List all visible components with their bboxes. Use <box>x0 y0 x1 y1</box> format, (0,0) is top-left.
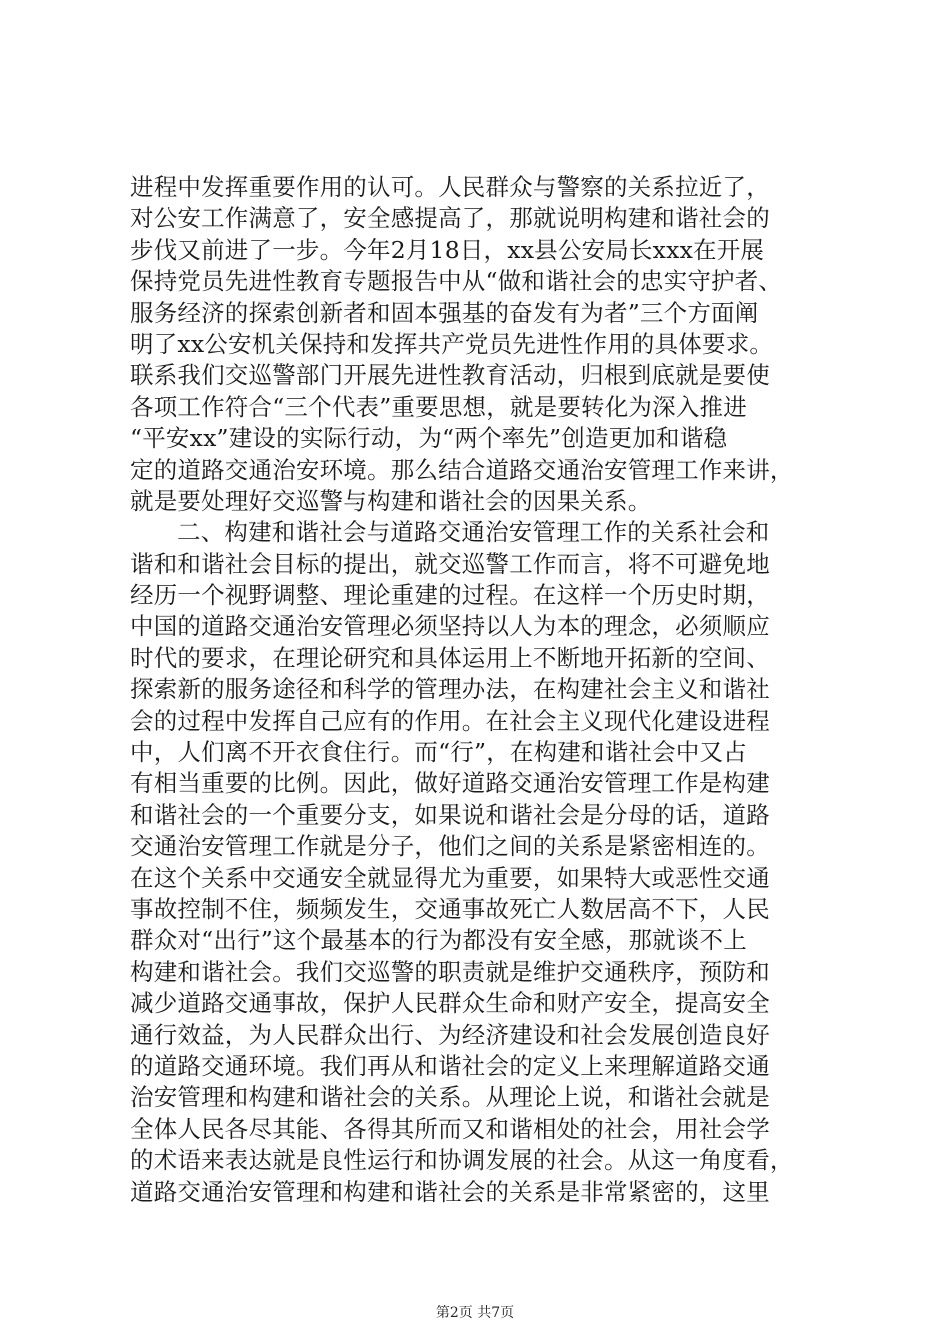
text-line: 各项工作符合“三个代表”重要思想，就是要转化为深入推进 <box>130 392 747 421</box>
text-line: 有相当重要的比例。因此，做好道路交通治安管理工作是构建 <box>130 769 770 798</box>
text-line: 通行效益，为人民群众出行、为经济建设和社会发展创造良好 <box>130 1020 770 1049</box>
text-line: 对公安工作满意了，安全感提高了，那就说明构建和谐社会的 <box>130 204 770 233</box>
text-line: 的术语来表达就是良性运行和协调发展的社会。从这一角度看， <box>130 1146 794 1175</box>
text-line: 和谐社会的一个重要分支，如果说和谐社会是分母的话，道路 <box>130 800 770 829</box>
text-line: 时代的要求，在理论研究和具体运用上不断地开拓新的空间、 <box>130 643 770 672</box>
text-line: 明了xx公安机关保持和发挥共产党员先进性作用的具体要求。 <box>130 329 774 358</box>
text-line: 定的道路交通治安环境。那么结合道路交通治安管理工作来讲， <box>130 455 794 484</box>
text-line: 联系我们交巡警部门开展先进性教育活动，归根到底就是要使 <box>130 361 770 390</box>
text-line: 全体人民各尽其能、各得其所而又和谐相处的社会，用社会学 <box>130 1114 770 1143</box>
text-line: 的道路交通环境。我们再从和谐社会的定义上来理解道路交通 <box>130 1051 770 1080</box>
text-line: 进程中发挥重要作用的认可。人民群众与警察的关系拉近了， <box>130 173 770 201</box>
text-line: 群众对“出行”这个最基本的行为都没有安全感，那就谈不上 <box>130 926 747 955</box>
text-line: 事故控制不住，频频发生，交通事故死亡人数居高不下，人民 <box>130 894 770 923</box>
text-line: 经历一个视野调整、理论重建的过程。在这样一个历史时期， <box>130 581 770 610</box>
text-line: 保持党员先进性教育专题报告中从“做和谐社会的忠实守护者、 <box>130 267 783 296</box>
text-line: “平安xx”建设的实际行动，为“两个率先”创造更加和谐稳 <box>130 424 728 453</box>
text-line: 中国的道路交通治安管理必须坚持以人为本的理念，必须顺应 <box>130 612 770 641</box>
text-line: 道路交通治安管理和构建和谐社会的关系是非常紧密的，这里 <box>130 1177 770 1206</box>
text-line: 交通治安管理工作就是分子，他们之间的关系是紧密相连的。 <box>130 832 770 861</box>
text-line: 谐和和谐社会目标的提出，就交巡警工作而言，将不可避免地 <box>130 549 770 578</box>
page-footer: 第2页 共7页 <box>435 1305 515 1321</box>
text-line: 步伐又前进了一步。今年2月18日，xx县公安局长xxx在开展 <box>130 235 765 264</box>
text-line: 在这个关系中交通安全就显得尤为重要，如果特大或恶性交通 <box>130 863 770 892</box>
text-line: 构建和谐社会。我们交巡警的职责就是维护交通秩序，预防和 <box>130 957 770 986</box>
text-line: 探索新的服务途径和科学的管理办法，在构建社会主义和谐社 <box>130 675 770 704</box>
text-line: 二、构建和谐社会与道路交通治安管理工作的关系社会和 <box>177 518 770 547</box>
text-line: 中，人们离不开衣食住行。而“行”，在构建和谐社会中又占 <box>130 738 747 767</box>
document-body <box>130 172 830 1208</box>
text-line: 减少道路交通事故，保护人民群众生命和财产安全，提高安全 <box>130 989 770 1018</box>
text-line: 服务经济的探索创新者和固本强基的奋发有为者”三个方面阐 <box>130 298 759 327</box>
text-line: 会的过程中发挥自己应有的作用。在社会主义现代化建设进程 <box>130 706 770 735</box>
text-line: 治安管理和构建和谐社会的关系。从理论上说，和谐社会就是 <box>130 1083 770 1112</box>
text-line: 就是要处理好交巡警与构建和谐社会的因果关系。 <box>130 486 652 515</box>
